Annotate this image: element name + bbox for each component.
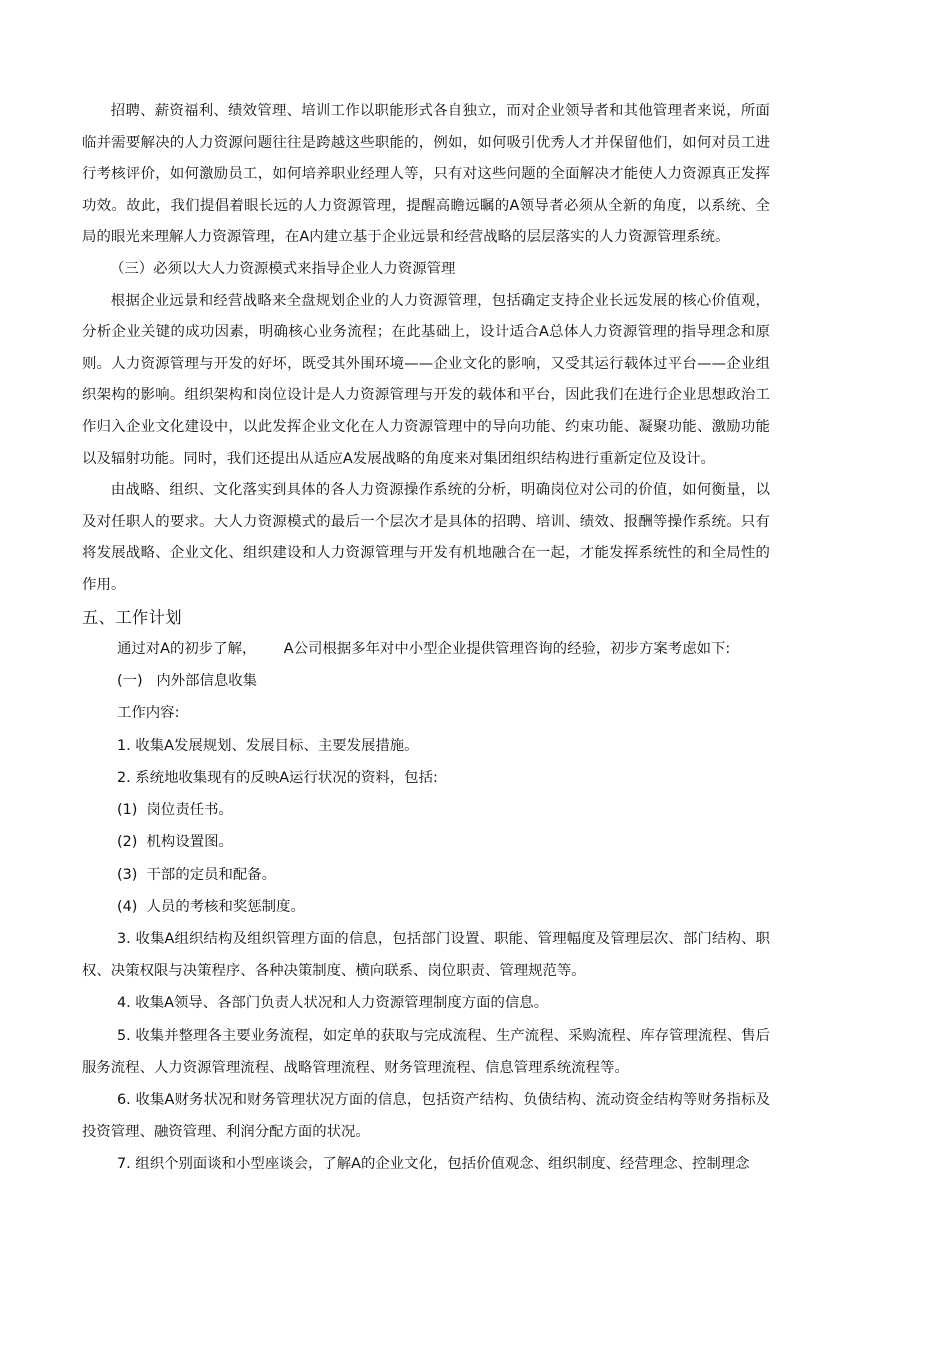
work-content-label: 工作内容:	[117, 705, 180, 722]
list-item: 4. 收集A领导、各部门负责人状况和人力资源管理制度方面的信息。	[117, 995, 549, 1012]
list-item: 7. 组织个别面谈和小型座谈会，了解A的企业文化，包括价值观念、组织制度、经营理念、控制理念	[117, 1156, 750, 1173]
list-item: (3) 干部的定员和配备。	[117, 866, 277, 883]
list-item: 2. 系统地收集现有的反映A运行状况的资料，包括:	[117, 769, 438, 786]
section-title-work-plan: 五、工作计划	[82, 607, 183, 627]
subheading-one: (一) 内外部信息收集	[117, 672, 258, 689]
list-item: 3. 收集A组织结构及组织管理方面的信息，包括部门设置、职能、管理幅度及管理层次、部门结构、职权、决策权限与决策程序、各种决策制度、横向联系、岗位职责、管理规范等。	[82, 930, 770, 980]
list-item: 5. 收集并整理各主要业务流程，如定单的获取与完成流程、生产流程、采购流程、库存管理流程、售后服务流程、人力资源管理流程、战略管理流程、财务管理流程、信息管理系统流程等。	[82, 1027, 770, 1076]
intro-line: 通过对A的初步了解， A公司根据多年对中小型企业提供管理咨询的经验，初步方案考虑如下:	[117, 640, 731, 657]
subheading-three: （三）必须以大人力资源模式来指导企业人力资源管理	[110, 260, 456, 277]
list-item: 1. 收集A发展规划、发展目标、主要发展措施。	[117, 737, 419, 754]
list-item: (1) 岗位责任书。	[117, 802, 233, 819]
list-item: 6. 收集A财务状况和财务管理状况方面的信息，包括资产结构、负债结构、流动资金结构等财务指标及投资管理、融资管理、利润分配方面的状况。	[82, 1091, 770, 1141]
paragraph-operations: 由战略、组织、文化落实到具体的各人力资源操作系统的分析，明确岗位对公司的价值，如何衡量，以及对任职人的要求。大人力资源模式的最后一个层次才是具体的招聘、培训、绩效、报酬等操作系统。只有将发展战略、企业文化、组织建设和人力资源管理与开发有机地融合在一起，才能发挥系统性的和全局性的作用。	[82, 482, 770, 593]
list-item: (4) 人员的考核和奖惩制度。	[117, 898, 305, 915]
document-body	[82, 96, 770, 1181]
paragraph-strategy: 根据企业远景和经营战略来全盘规划企业的人力资源管理，包括确定支持企业长远发展的核心价值观，分析企业关键的成功因素，明确核心业务流程；在此基础上，设计适合A总体人力资源管理的指导理念和原则。人力资源管理与开发的好坏，既受其外围环境——企业文化的影响，又受其运行载体过平台——企业组织架构的影响。组织架构和岗位设计是人力资源管理与开发的载体和平台，因此我们在进行企业思想政治工作归入企业文化建设中，以此发挥企业文化在人力资源管理中的导向功能、约束功能、凝聚功能、激励功能以及辐射功能。同时，我们还提出从适应A发展战略的角度来对集团组织结构进行重新定位及设计。	[82, 292, 770, 467]
paragraph-hr-functions: 招聘、薪资福利、绩效管理、培训工作以职能形式各自独立，而对企业领导者和其他管理者来说，所面临并需要解决的人力资源问题往往是跨越这些职能的，例如，如何吸引优秀人才并保留他们，如何对员工进行考核评价，如何激励员工，如何培养职业经理人等，只有对这些问题的全面解决才能使人力资源真正发挥功效。故此，我们提倡着眼长远的人力资源管理，提醒高瞻远瞩的A领导者必须从全新的角度，以系统、全局的眼光来理解人力资源管理，在A内建立基于企业远景和经营战略的层层落实的人力资源管理系统。	[82, 103, 770, 246]
list-item: (2) 机构设置图。	[117, 834, 233, 851]
